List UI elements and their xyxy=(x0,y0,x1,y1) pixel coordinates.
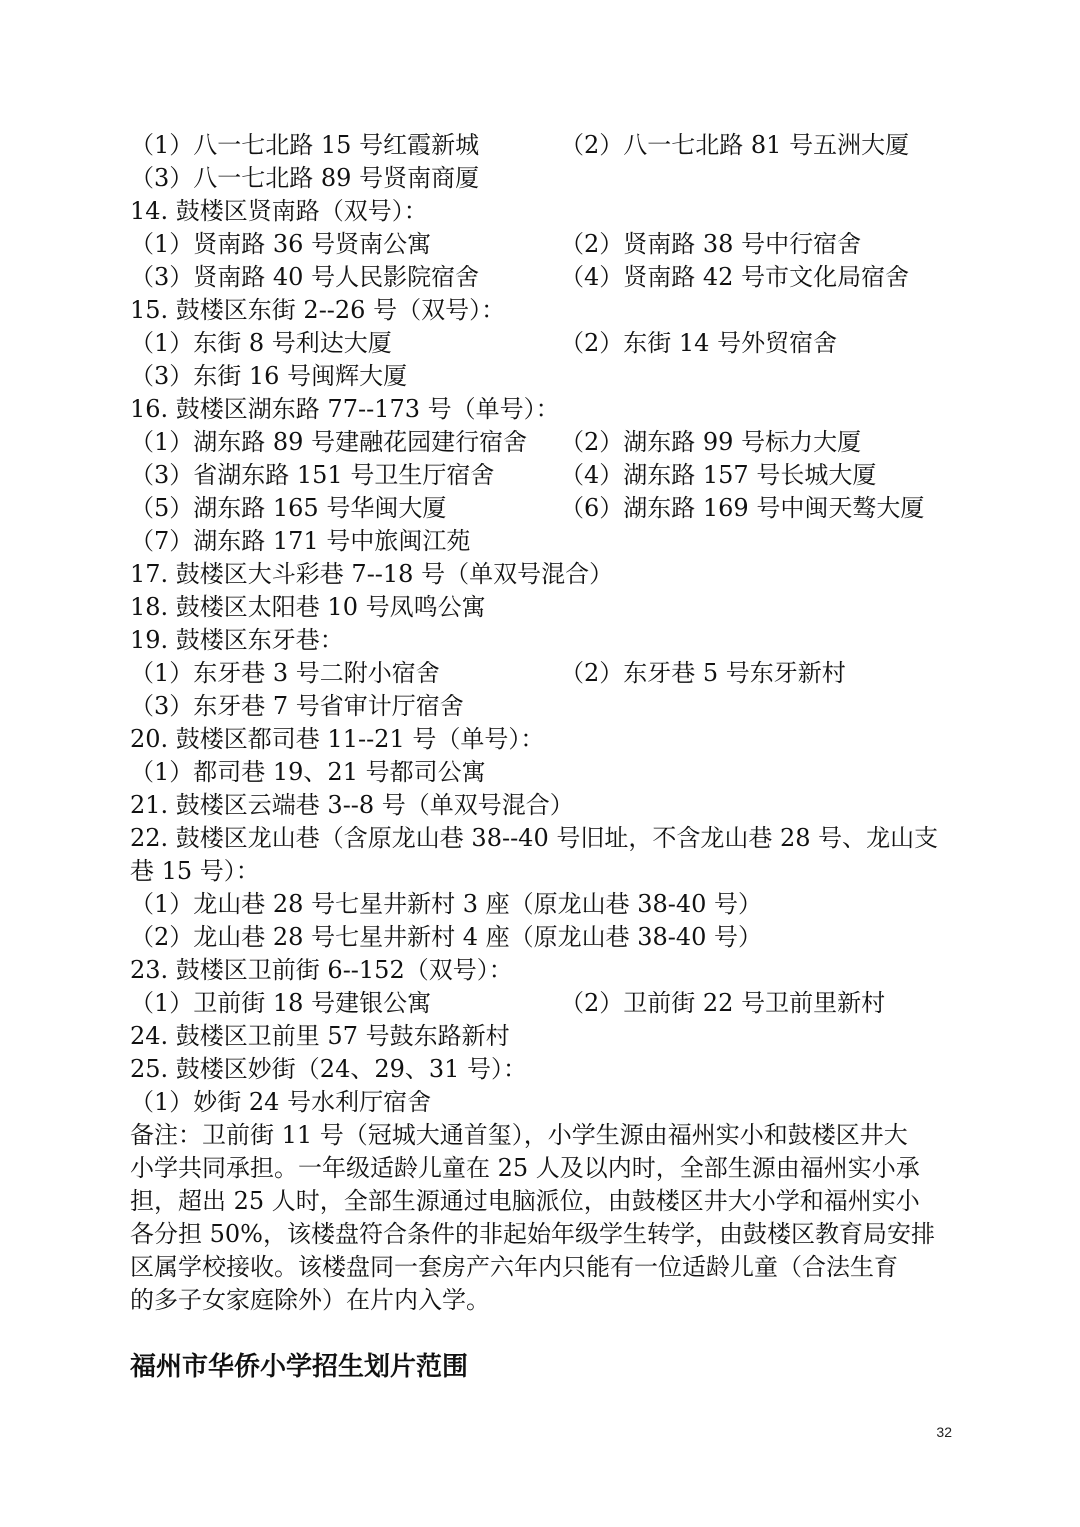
text-line: （1）都司巷 19、21 号都司公寓 xyxy=(130,758,486,786)
text-line: （3）八一七北路 89 号贤南商厦 xyxy=(130,164,480,192)
address-row xyxy=(130,327,950,360)
address-item: （1）东街 8 号利达大厦 xyxy=(130,329,392,357)
address-item: （4）湖东路 157 号长城大厦 xyxy=(560,461,877,489)
address-item: （2）贤南路 38 号中行宿舍 xyxy=(560,230,862,258)
address-item: （1）八一七北路 15 号红霞新城 xyxy=(130,131,480,159)
address-item: （2）东街 14 号外贸宿舍 xyxy=(560,329,838,357)
text-line: 14. 鼓楼区贤南路（双号）： xyxy=(130,197,428,225)
text-line: 21. 鼓楼区云端巷 3--8 号（单双号混合） xyxy=(130,791,574,819)
address-row xyxy=(130,426,950,459)
address-row xyxy=(130,129,950,162)
text-line: 18. 鼓楼区太阳巷 10 号凤鸣公寓 xyxy=(130,593,486,621)
address-item: （2）东牙巷 5 号东牙新村 xyxy=(560,659,846,687)
note-line: 备注：卫前街 11 号（冠城大通首玺），小学生源由福州实小和鼓楼区井大 xyxy=(130,1121,908,1149)
address-row xyxy=(130,459,950,492)
address-item: （2）卫前街 22 号卫前里新村 xyxy=(560,989,886,1017)
text-line: （1）龙山巷 28 号七星井新村 3 座（原龙山巷 38-40 号） xyxy=(130,890,763,918)
note-line: 各分担 50%，该楼盘符合条件的非起始年级学生转学，由鼓楼区教育局安排 xyxy=(130,1220,935,1248)
text-line: 17. 鼓楼区大斗彩巷 7--18 号（单双号混合） xyxy=(130,560,614,588)
note-line: 担，超出 25 人时，全部生源通过电脑派位，由鼓楼区井大小学和福州实小 xyxy=(130,1187,920,1215)
section-heading: 福州市华侨小学招生划片范围 xyxy=(130,1352,469,1382)
note-line: 的多子女家庭除外）在片内入学。 xyxy=(130,1286,490,1314)
note-line: 小学共同承担。一年级适龄儿童在 25 人及以内时，全部生源由福州实小承 xyxy=(130,1154,920,1182)
text-line: 19. 鼓楼区东牙巷： xyxy=(130,626,344,654)
text-line: 15. 鼓楼区东街 2--26 号（双号）： xyxy=(130,296,506,324)
note-line: 区属学校接收。该楼盘同一套房产六年内只能有一位适龄儿童（合法生育 xyxy=(130,1253,898,1281)
text-line: 16. 鼓楼区湖东路 77--173 号（单号）： xyxy=(130,395,560,423)
address-item: （1）东牙巷 3 号二附小宿舍 xyxy=(130,659,440,687)
text-line: 23. 鼓楼区卫前街 6--152（双号）： xyxy=(130,956,513,984)
address-row xyxy=(130,261,950,294)
address-item: （4）贤南路 42 号市文化局宿舍 xyxy=(560,263,910,291)
address-item: （6）湖东路 169 号中闽天骜大厦 xyxy=(560,494,925,522)
text-line: （3）东街 16 号闽辉大厦 xyxy=(130,362,408,390)
address-item: （1）贤南路 36 号贤南公寓 xyxy=(130,230,432,258)
text-line: 巷 15 号）： xyxy=(130,857,260,885)
address-item: （2）湖东路 99 号标力大厦 xyxy=(560,428,862,456)
text-line: （1）妙街 24 号水利厅宿舍 xyxy=(130,1088,432,1116)
address-row xyxy=(130,987,950,1020)
text-line: 20. 鼓楼区都司巷 11--21 号（单号）： xyxy=(130,725,545,753)
page-number: 32 xyxy=(936,1424,952,1440)
text-line: 22. 鼓楼区龙山巷（含原龙山巷 38--40 号旧址，不含龙山巷 28 号、龙山支 xyxy=(130,824,939,852)
address-item: （1）卫前街 18 号建银公寓 xyxy=(130,989,432,1017)
address-row xyxy=(130,657,950,690)
address-item: （5）湖东路 165 号华闽大厦 xyxy=(130,494,447,522)
page-body xyxy=(130,129,950,1317)
text-line: （7）湖东路 171 号中旅闽江苑 xyxy=(130,527,471,555)
text-line: 25. 鼓楼区妙街（24、29、31 号）： xyxy=(130,1055,528,1083)
address-row xyxy=(130,492,950,525)
text-line: 24. 鼓楼区卫前里 57 号鼓东路新村 xyxy=(130,1022,510,1050)
address-row xyxy=(130,228,950,261)
address-item: （3）省湖东路 151 号卫生厅宿舍 xyxy=(130,461,495,489)
address-item: （2）八一七北路 81 号五洲大厦 xyxy=(560,131,910,159)
address-item: （1）湖东路 89 号建融花园建行宿舍 xyxy=(130,428,528,456)
note-paragraph xyxy=(130,1119,950,1317)
text-line: （3）东牙巷 7 号省审计厅宿舍 xyxy=(130,692,464,720)
text-line: （2）龙山巷 28 号七星井新村 4 座（原龙山巷 38-40 号） xyxy=(130,923,763,951)
address-item: （3）贤南路 40 号人民影院宿舍 xyxy=(130,263,480,291)
